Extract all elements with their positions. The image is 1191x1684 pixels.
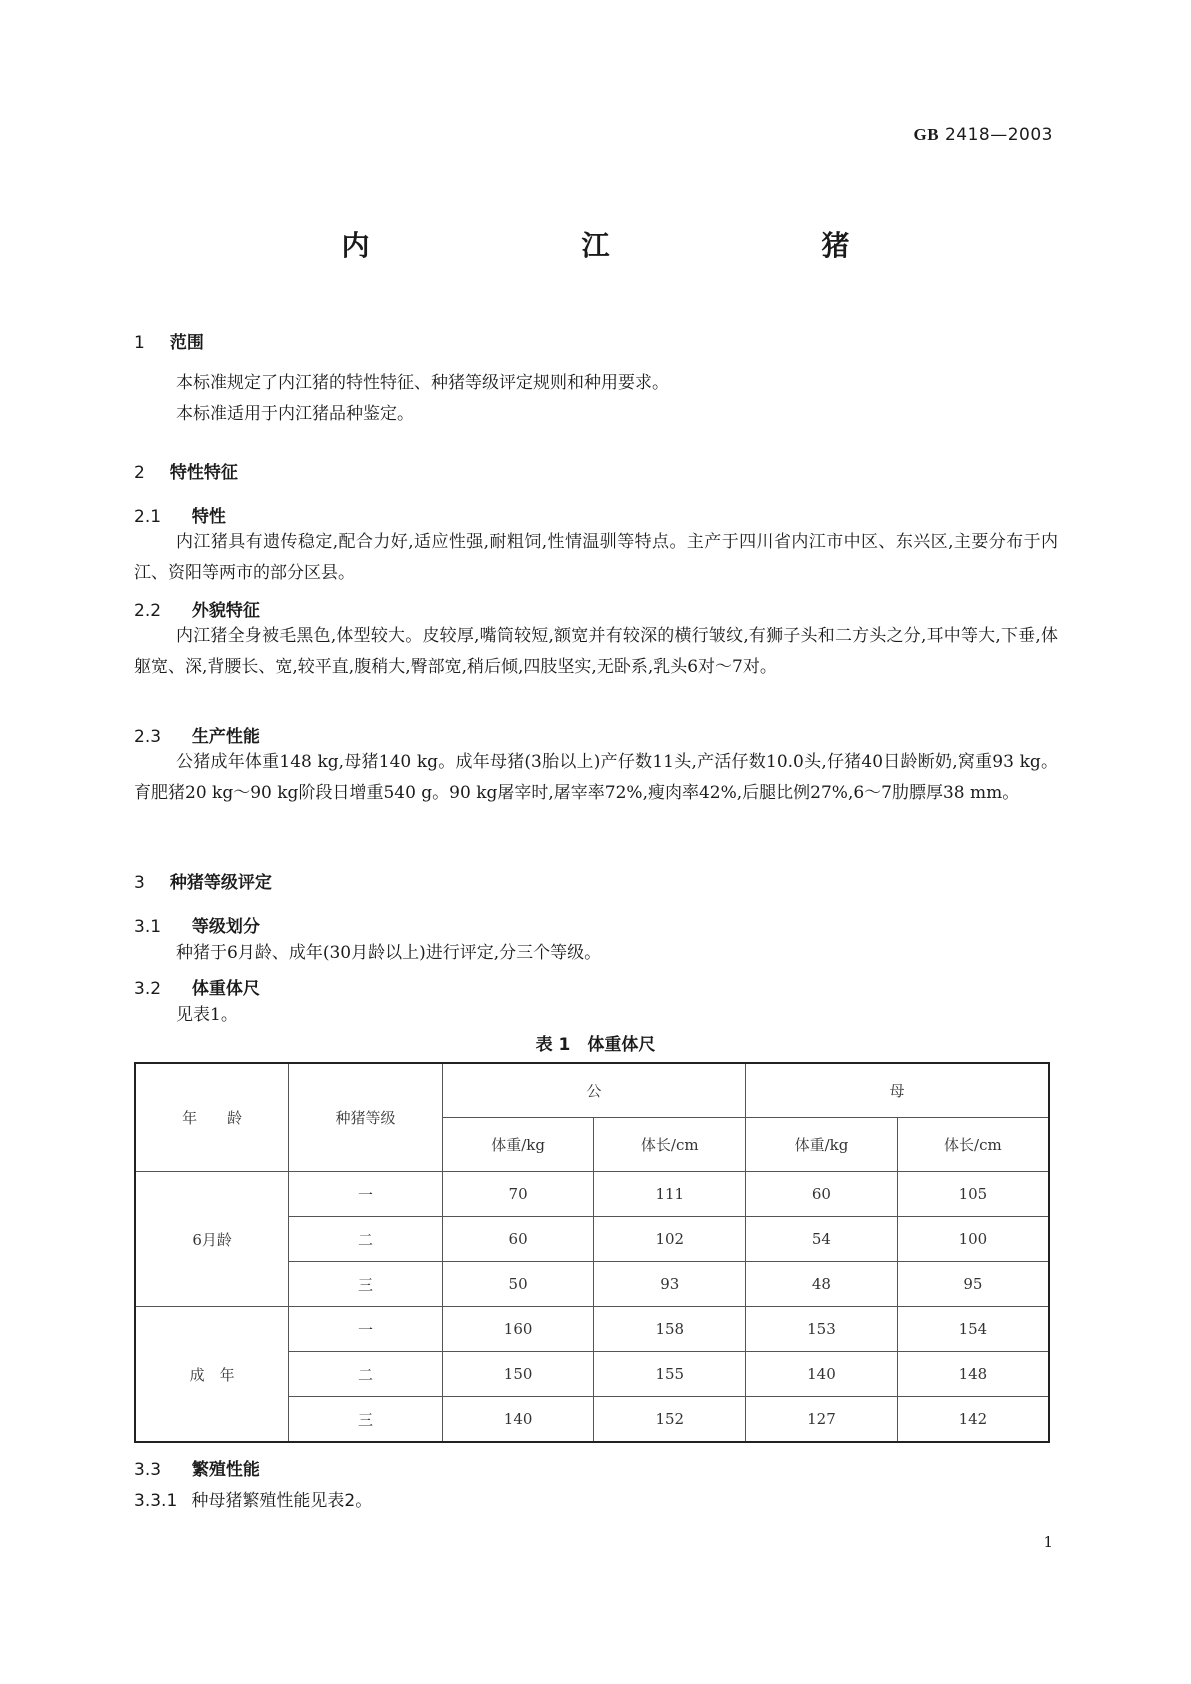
male-weight-cell: 150: [442, 1352, 594, 1397]
male-weight-cell: 160: [442, 1307, 594, 1352]
paragraph: 内江猪具有遗传稳定,配合力好,适应性强,耐粗饲,性情温驯等特点。主产于四川省内江市中区、东兴区,主要分布于内江、资阳等两市的部分区县。: [134, 532, 1058, 583]
table-row: [135, 1307, 1049, 1352]
table-caption: 表 1 体重体尺: [535, 1035, 656, 1055]
paragraph: 见表1。: [176, 1005, 238, 1025]
grade-cell: 三: [289, 1397, 443, 1443]
section-title: 特性特征: [169, 463, 238, 483]
section-number: 2.3: [134, 727, 162, 747]
female-weight-cell: 48: [746, 1262, 898, 1307]
grade-cell: 一: [289, 1307, 443, 1352]
paragraph: 内江猪全身被毛黑色,体型较大。皮较厚,嘴筒较短,额宽并有较深的横行皱纹,有狮子头和二方头之分,耳中等大,下垂,体躯宽、深,背腰长、宽,较平直,腹稍大,臀部宽,稍后倾,四肢坚实,无卧系,乳头6对～7对。: [134, 626, 1058, 677]
section-1-heading: [134, 328, 204, 353]
female-weight-cell: 54: [746, 1217, 898, 1262]
male-length-cell: 155: [594, 1352, 746, 1397]
standard-code: GB: [913, 125, 940, 144]
female-weight-cell: 153: [746, 1307, 898, 1352]
header-grade: 种猪等级: [289, 1063, 443, 1172]
header-female-weight: 体重/kg: [746, 1118, 898, 1172]
section-number: 3.3: [134, 1460, 162, 1480]
section-number: 3.3.1: [134, 1491, 178, 1511]
female-length-cell: 95: [897, 1262, 1049, 1307]
header-male: 公: [442, 1063, 745, 1118]
male-length-cell: 93: [594, 1262, 746, 1307]
paragraph: 本标准适用于内江猪品种鉴定。: [176, 404, 414, 424]
section-title: 生产性能: [191, 727, 260, 747]
male-weight-cell: 50: [442, 1262, 594, 1307]
section-title: 等级划分: [191, 917, 260, 937]
section-title: 体重体尺: [191, 979, 260, 999]
female-length-cell: 154: [897, 1307, 1049, 1352]
male-weight-cell: 60: [442, 1217, 594, 1262]
section-title: 繁殖性能: [191, 1460, 260, 1480]
header-female: 母: [746, 1063, 1049, 1118]
section-3-3-heading: [134, 1455, 260, 1480]
header-female-length: 体长/cm: [897, 1118, 1049, 1172]
section-number: 1: [134, 333, 145, 353]
grade-cell: 一: [289, 1172, 443, 1217]
male-weight-cell: 70: [442, 1172, 594, 1217]
section-3-2-heading: [134, 974, 260, 999]
weight-size-table: [134, 1062, 1050, 1443]
document-title: 内 江 猪: [341, 229, 942, 262]
section-number: 3.2: [134, 979, 162, 999]
male-length-cell: 152: [594, 1397, 746, 1443]
section-title: 种猪等级评定: [169, 873, 272, 893]
section-3-heading: [134, 868, 272, 893]
section-title: 范围: [169, 333, 204, 353]
page-number: 1: [1043, 1533, 1053, 1551]
section-2-3-heading: [134, 722, 260, 747]
section-2-heading: [134, 458, 238, 483]
male-length-cell: 158: [594, 1307, 746, 1352]
female-length-cell: 142: [897, 1397, 1049, 1443]
age-cell: 6月龄: [135, 1172, 289, 1307]
section-title: 特性: [191, 507, 226, 527]
grade-cell: 三: [289, 1262, 443, 1307]
grade-cell: 二: [289, 1217, 443, 1262]
section-3-1-heading: [134, 912, 260, 937]
standard-year: 2418—2003: [944, 125, 1053, 145]
header-age: 年 龄: [135, 1063, 289, 1172]
table-row: [135, 1172, 1049, 1217]
section-3-3-1-heading: [134, 1486, 372, 1511]
section-number: 2: [134, 463, 145, 483]
female-weight-cell: 127: [746, 1397, 898, 1443]
section-number: 3: [134, 873, 145, 893]
paragraph: 本标准规定了内江猪的特性特征、种猪等级评定规则和种用要求。: [176, 373, 669, 393]
female-weight-cell: 60: [746, 1172, 898, 1217]
section-title: 外貌特征: [191, 601, 260, 621]
paragraph: 种母猪繁殖性能见表2。: [191, 1491, 373, 1511]
male-weight-cell: 140: [442, 1397, 594, 1443]
age-cell: 成 年: [135, 1307, 289, 1443]
male-length-cell: 111: [594, 1172, 746, 1217]
section-number: 2.1: [134, 507, 162, 527]
female-length-cell: 148: [897, 1352, 1049, 1397]
grade-cell: 二: [289, 1352, 443, 1397]
paragraph: 公猪成年体重148 kg,母猪140 kg。成年母猪(3胎以上)产仔数11头,产活仔数10.0头,仔猪40日龄断奶,窝重93 kg。育肥猪20 kg～90 kg阶段日增重540 g。90 kg屠宰时,屠宰率72%,瘦肉率42%,后腿比例27%,6～7肋膘厚38 mm。: [134, 752, 1058, 803]
standard-number: [914, 125, 1054, 145]
header-male-weight: 体重/kg: [442, 1118, 594, 1172]
section-number: 3.1: [134, 917, 162, 937]
section-2-2-heading: [134, 596, 260, 621]
header-male-length: 体长/cm: [594, 1118, 746, 1172]
female-length-cell: 105: [897, 1172, 1049, 1217]
male-length-cell: 102: [594, 1217, 746, 1262]
section-number: 2.2: [134, 601, 162, 621]
female-length-cell: 100: [897, 1217, 1049, 1262]
paragraph: 种猪于6月龄、成年(30月龄以上)进行评定,分三个等级。: [176, 943, 602, 963]
section-2-1-heading: [134, 502, 226, 527]
female-weight-cell: 140: [746, 1352, 898, 1397]
